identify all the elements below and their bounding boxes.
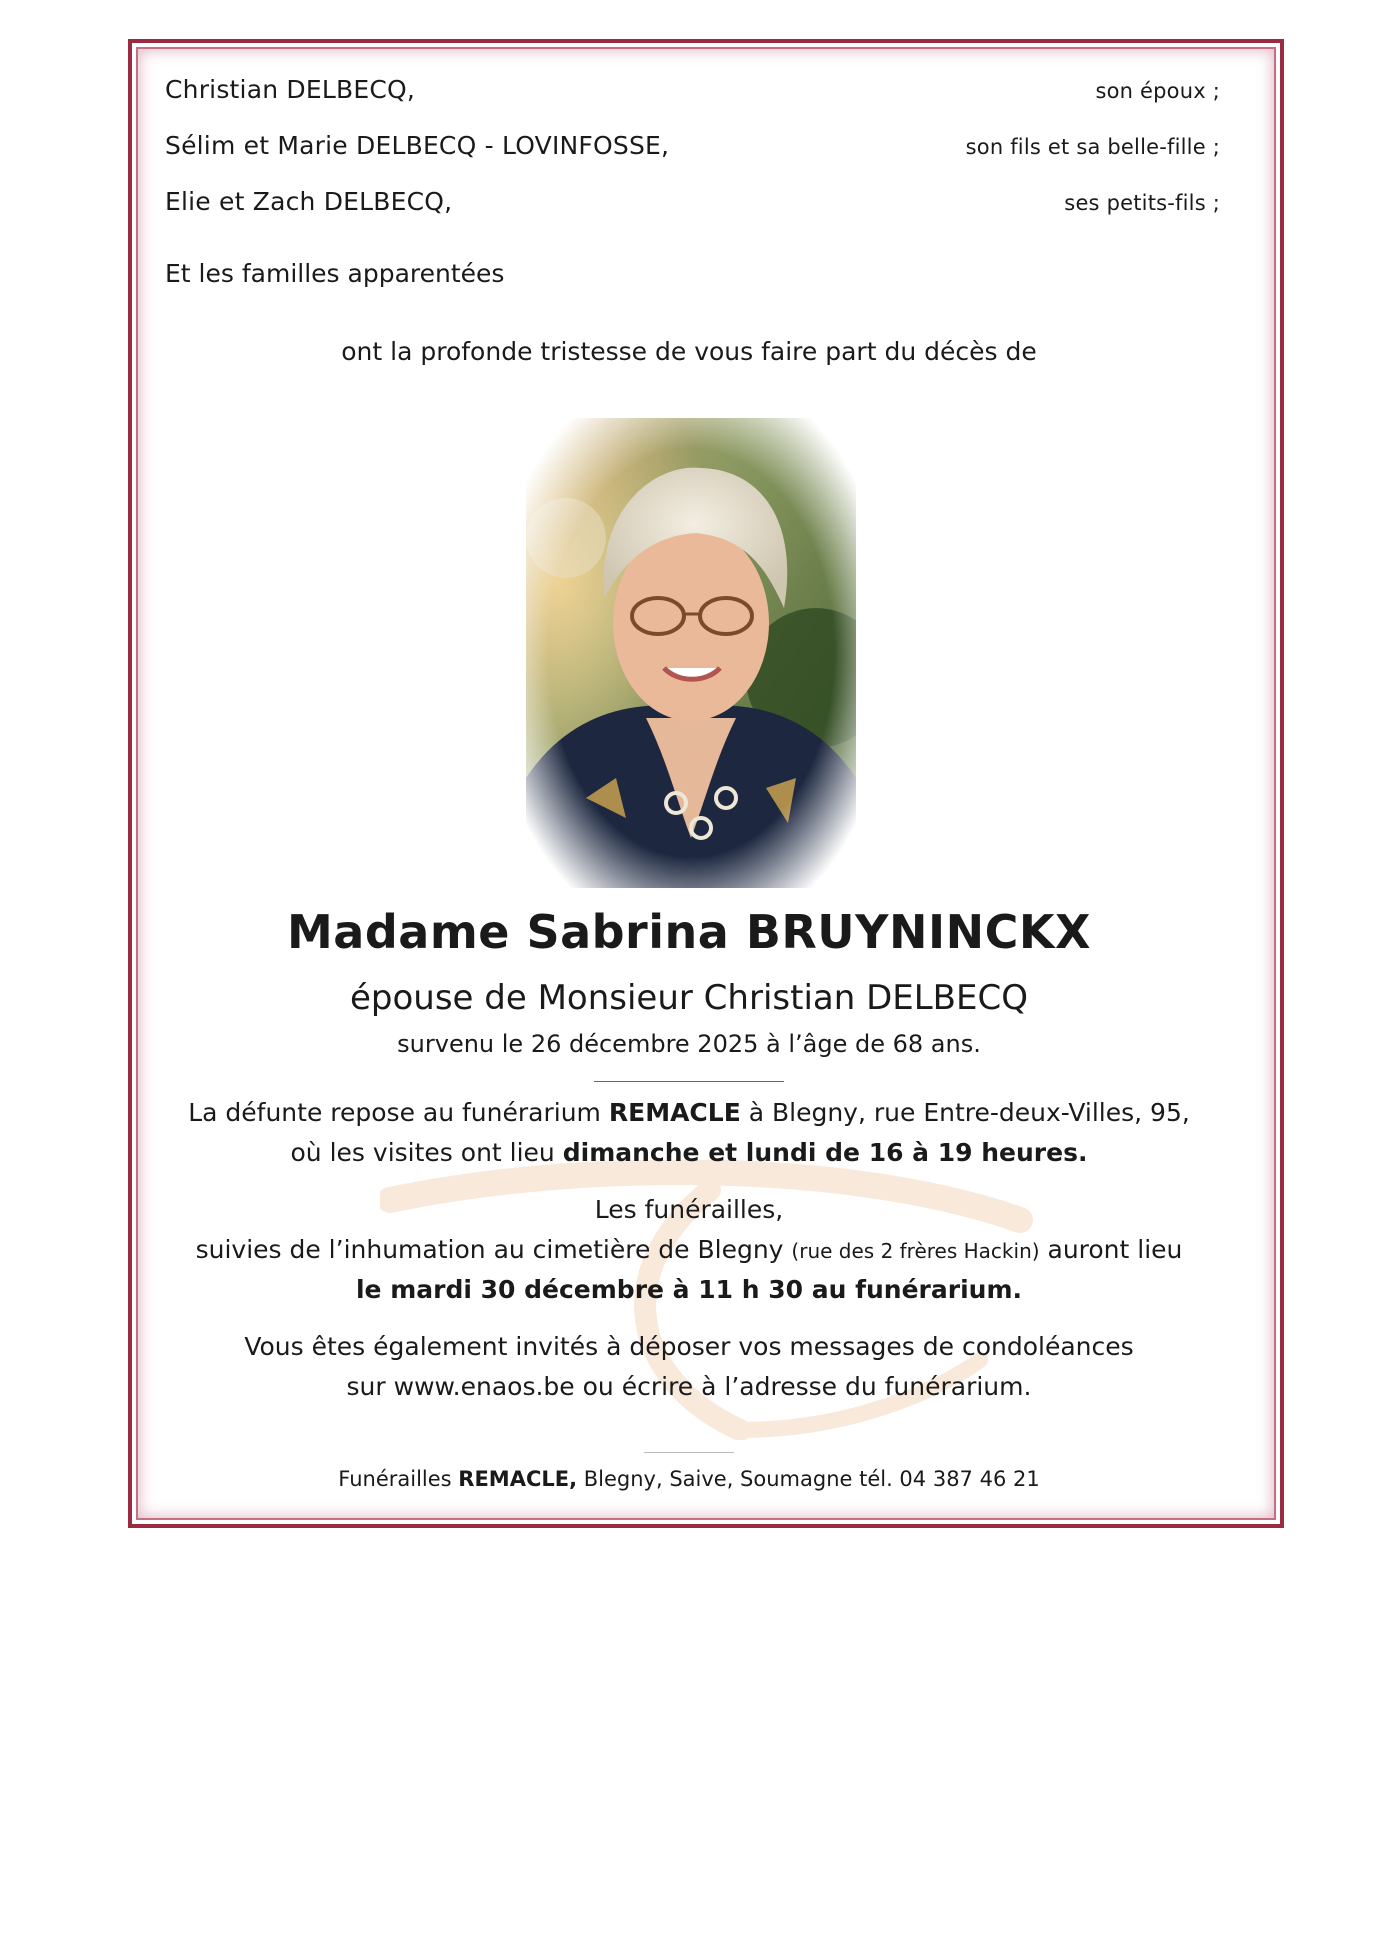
announcement: ont la profonde tristesse de vous faire part du décès de (341, 337, 1037, 366)
funeral-line-1: Les funérailles, (594, 1195, 784, 1224)
separator-line (594, 1081, 784, 1082)
family-name: Christian DELBECQ, (165, 75, 416, 104)
funeral-home-name: REMACLE (608, 1098, 741, 1127)
footer-company: REMACLE, (458, 1467, 578, 1491)
text-segment: où les visites ont lieu (290, 1138, 563, 1167)
text-segment: La défunte repose au funérarium (188, 1098, 609, 1127)
footer (0, 1467, 1378, 1491)
text-segment: à Blegny, rue Entre-deux-Villes, 95, (740, 1098, 1190, 1127)
text-segment: suivies de l’inhumation au cimetière de Blegny (195, 1235, 792, 1264)
family-relation: ses petits-fils ; (1064, 191, 1220, 215)
cemetery-address: (rue des 2 frères Hackin) (791, 1239, 1040, 1263)
family-relation: son époux ; (1095, 79, 1220, 103)
condolences-line-1: Vous êtes également invités à déposer vos messages de condoléances (244, 1332, 1134, 1361)
family-relation: son fils et sa belle-fille ; (965, 135, 1220, 159)
footer-separator (644, 1452, 734, 1453)
visitation-line-1 (0, 1098, 1378, 1127)
visiting-hours: dimanche et lundi de 16 à 19 heures. (562, 1138, 1088, 1167)
family-name: Sélim et Marie DELBECQ - LOVINFOSSE, (165, 131, 670, 160)
families-line: Et les familles apparentées (165, 259, 505, 288)
funeral-date: le mardi 30 décembre à 11 h 30 au funérarium. (355, 1275, 1022, 1304)
deceased-name: Madame Sabrina BRUYNINCKX (287, 905, 1091, 959)
deceased-spouse: épouse de Monsieur Christian DELBECQ (349, 978, 1028, 1018)
family-name: Elie et Zach DELBECQ, (165, 187, 453, 216)
visitation-line-2 (0, 1138, 1378, 1167)
family-row-spouse (165, 75, 1220, 104)
text-segment: Blegny, Saive, Soumagne tél. 04 387 46 21 (577, 1467, 1040, 1491)
text-segment: auront lieu (1039, 1235, 1183, 1264)
family-row-grandsons (165, 187, 1220, 216)
death-date: survenu le 26 décembre 2025 à l’âge de 68 ans. (397, 1030, 981, 1058)
condolences-line-2: sur www.enaos.be ou écrire à l’adresse du funérarium. (346, 1372, 1032, 1401)
funeral-line-2 (0, 1235, 1378, 1264)
text-segment: Funérailles (338, 1467, 459, 1491)
family-row-son (165, 131, 1220, 160)
portrait-photo (526, 418, 856, 888)
